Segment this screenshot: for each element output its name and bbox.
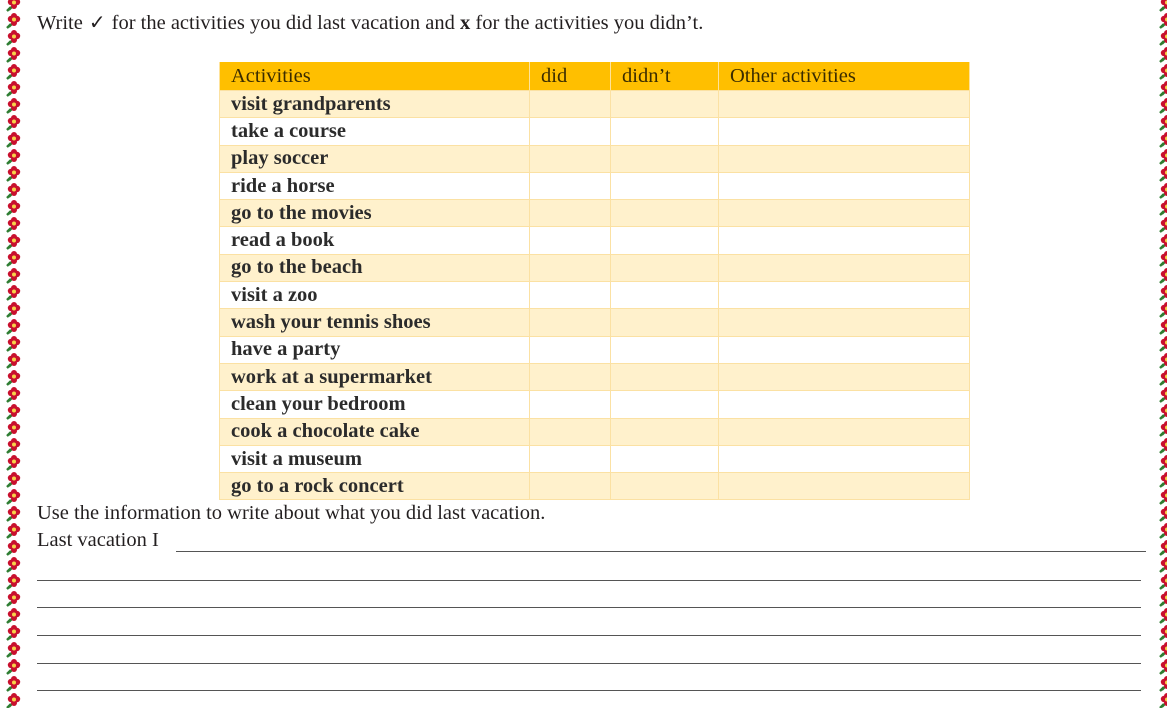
flower-icon [1159, 149, 1167, 165]
table-row [220, 118, 970, 145]
didnt-cell[interactable] [611, 227, 719, 254]
activity-cell: have a party [220, 336, 530, 363]
flower-icon [6, 387, 22, 403]
flower-icon [6, 302, 22, 318]
flower-icon [1159, 523, 1167, 539]
flower-icon [6, 574, 22, 590]
answer-line-1[interactable] [176, 551, 1146, 552]
flower-icon [1159, 574, 1167, 590]
activity-cell: visit a zoo [220, 282, 530, 309]
flower-icon [6, 234, 22, 250]
flower-icon [1159, 183, 1167, 199]
header-did: did [530, 62, 611, 91]
did-cell[interactable] [530, 91, 611, 118]
flower-icon [6, 506, 22, 522]
flower-icon [6, 370, 22, 386]
flower-icon [6, 642, 22, 658]
did-cell[interactable] [530, 391, 611, 418]
flower-icon [6, 166, 22, 182]
flower-icon [6, 591, 22, 607]
activity-cell: clean your bedroom [220, 391, 530, 418]
flower-icon [6, 540, 22, 556]
activity-cell: wash your tennis shoes [220, 309, 530, 336]
flower-icon [6, 523, 22, 539]
activity-cell: read a book [220, 227, 530, 254]
flower-icon [6, 13, 22, 29]
did-cell[interactable] [530, 145, 611, 172]
flower-icon [1159, 353, 1167, 369]
writing-prompt: Use the information to write about what you did last vacation. [37, 502, 546, 524]
flower-icon [6, 489, 22, 505]
flower-icon [1159, 438, 1167, 454]
activity-cell: visit grandparents [220, 91, 530, 118]
answer-line-5[interactable] [37, 663, 1141, 664]
flower-icon [1159, 404, 1167, 420]
flower-icon [1159, 455, 1167, 471]
flower-icon [1159, 200, 1167, 216]
did-cell[interactable] [530, 282, 611, 309]
table-row [220, 363, 970, 390]
flower-icon [1159, 472, 1167, 488]
activities-table [219, 62, 970, 500]
flower-icon [6, 693, 22, 708]
didnt-cell[interactable] [611, 91, 719, 118]
flower-icon [6, 98, 22, 114]
flower-icon [6, 200, 22, 216]
flower-icon [1159, 166, 1167, 182]
other-activities-cell[interactable] [719, 363, 970, 390]
instruction [37, 10, 703, 35]
flower-icon [1159, 608, 1167, 624]
did-cell[interactable] [530, 118, 611, 145]
didnt-cell[interactable] [611, 145, 719, 172]
flower-icon [6, 404, 22, 420]
flower-icon [1159, 659, 1167, 675]
flower-icon [6, 47, 22, 63]
flower-icon [6, 183, 22, 199]
table-row [220, 445, 970, 472]
flower-icon [6, 115, 22, 131]
flower-icon [1159, 0, 1167, 12]
other-activities-cell[interactable] [719, 391, 970, 418]
flower-icon [1159, 132, 1167, 148]
did-cell[interactable] [530, 336, 611, 363]
header-activities: Activities [220, 62, 530, 91]
flower-icon [1159, 506, 1167, 522]
other-activities-cell[interactable] [719, 91, 970, 118]
answer-line-3[interactable] [37, 607, 1141, 608]
flower-icon [1159, 557, 1167, 573]
instruction-text-1: Write [37, 12, 83, 34]
flower-icon [1159, 370, 1167, 386]
flower-icon [1159, 30, 1167, 46]
flower-icon [6, 438, 22, 454]
table-row [220, 309, 970, 336]
flower-icon [6, 64, 22, 80]
table-row [220, 254, 970, 281]
table-row [220, 473, 970, 500]
other-activities-cell[interactable] [719, 118, 970, 145]
activity-cell: ride a horse [220, 172, 530, 199]
other-activities-cell[interactable] [719, 200, 970, 227]
flower-icon [6, 319, 22, 335]
flower-icon [6, 268, 22, 284]
flower-icon [1159, 13, 1167, 29]
other-activities-cell[interactable] [719, 172, 970, 199]
flower-icon [6, 455, 22, 471]
did-cell[interactable] [530, 418, 611, 445]
writing-starter: Last vacation I [37, 529, 159, 551]
answer-line-6[interactable] [37, 690, 1141, 691]
didnt-cell[interactable] [611, 309, 719, 336]
didnt-cell[interactable] [611, 363, 719, 390]
didnt-cell[interactable] [611, 282, 719, 309]
table-row [220, 282, 970, 309]
activity-cell: play soccer [220, 145, 530, 172]
header-didnt: didn’t [611, 62, 719, 91]
flower-icon [1159, 268, 1167, 284]
other-activities-cell[interactable] [719, 445, 970, 472]
did-cell[interactable] [530, 254, 611, 281]
did-cell[interactable] [530, 227, 611, 254]
flower-icon [6, 353, 22, 369]
flower-icon [6, 421, 22, 437]
table-row [220, 227, 970, 254]
header-other-activities: Other activities [719, 62, 970, 91]
flower-icon [6, 659, 22, 675]
other-activities-cell[interactable] [719, 227, 970, 254]
table-header-row [220, 62, 970, 91]
flower-icon [6, 0, 22, 12]
flower-icon [1159, 47, 1167, 63]
activity-cell: go to a rock concert [220, 473, 530, 500]
flower-icon [6, 81, 22, 97]
flower-icon [6, 557, 22, 573]
activity-cell: visit a museum [220, 445, 530, 472]
didnt-cell[interactable] [611, 473, 719, 500]
flower-icon [1159, 421, 1167, 437]
flower-icon [1159, 387, 1167, 403]
flower-icon [1159, 540, 1167, 556]
flower-icon [1159, 642, 1167, 658]
flower-icon [1159, 285, 1167, 301]
did-cell[interactable] [530, 445, 611, 472]
table-row [220, 418, 970, 445]
answer-line-2[interactable] [37, 580, 1141, 581]
flower-icon [1159, 115, 1167, 131]
table-row [220, 145, 970, 172]
didnt-cell[interactable] [611, 418, 719, 445]
flower-icon [6, 676, 22, 692]
flower-icon [1159, 336, 1167, 352]
other-activities-cell[interactable] [719, 473, 970, 500]
flower-icon [1159, 98, 1167, 114]
checkmark-icon: ✓ [88, 10, 106, 34]
answer-line-4[interactable] [37, 635, 1141, 636]
flower-icon [6, 472, 22, 488]
flower-icon [6, 608, 22, 624]
didnt-cell[interactable] [611, 254, 719, 281]
activity-cell: cook a chocolate cake [220, 418, 530, 445]
flower-icon [1159, 591, 1167, 607]
activity-cell: work at a supermarket [220, 363, 530, 390]
table-row [220, 200, 970, 227]
did-cell[interactable] [530, 172, 611, 199]
did-cell[interactable] [530, 473, 611, 500]
did-cell[interactable] [530, 363, 611, 390]
table-row [220, 391, 970, 418]
flower-icon [1159, 625, 1167, 641]
other-activities-cell[interactable] [719, 282, 970, 309]
flower-icon [6, 625, 22, 641]
instruction-text-3: for the activities you didn’t. [475, 12, 704, 34]
flower-icon [6, 336, 22, 352]
other-activities-cell[interactable] [719, 418, 970, 445]
didnt-cell[interactable] [611, 172, 719, 199]
instruction-text-2: for the activities you did last vacation and [111, 12, 455, 34]
flower-icon [1159, 64, 1167, 80]
x-mark: x [460, 12, 471, 34]
flower-icon [6, 149, 22, 165]
flower-border-left [6, 0, 26, 708]
did-cell[interactable] [530, 309, 611, 336]
activity-cell: go to the movies [220, 200, 530, 227]
didnt-cell[interactable] [611, 336, 719, 363]
table-row [220, 336, 970, 363]
flower-icon [1159, 234, 1167, 250]
other-activities-cell[interactable] [719, 336, 970, 363]
flower-icon [1159, 81, 1167, 97]
activity-cell: take a course [220, 118, 530, 145]
other-activities-cell[interactable] [719, 254, 970, 281]
other-activities-cell[interactable] [719, 145, 970, 172]
did-cell[interactable] [530, 200, 611, 227]
flower-icon [1159, 302, 1167, 318]
flower-icon [6, 132, 22, 148]
didnt-cell[interactable] [611, 391, 719, 418]
didnt-cell[interactable] [611, 200, 719, 227]
flower-icon [1159, 489, 1167, 505]
flower-icon [1159, 693, 1167, 708]
flower-icon [1159, 217, 1167, 233]
didnt-cell[interactable] [611, 118, 719, 145]
flower-border-right [1159, 0, 1167, 708]
flower-icon [6, 285, 22, 301]
flower-icon [6, 217, 22, 233]
didnt-cell[interactable] [611, 445, 719, 472]
flower-icon [1159, 676, 1167, 692]
table-row [220, 91, 970, 118]
flower-icon [1159, 319, 1167, 335]
flower-icon [1159, 251, 1167, 267]
table-row [220, 172, 970, 199]
other-activities-cell[interactable] [719, 309, 970, 336]
flower-icon [6, 30, 22, 46]
flower-icon [6, 251, 22, 267]
activity-cell: go to the beach [220, 254, 530, 281]
